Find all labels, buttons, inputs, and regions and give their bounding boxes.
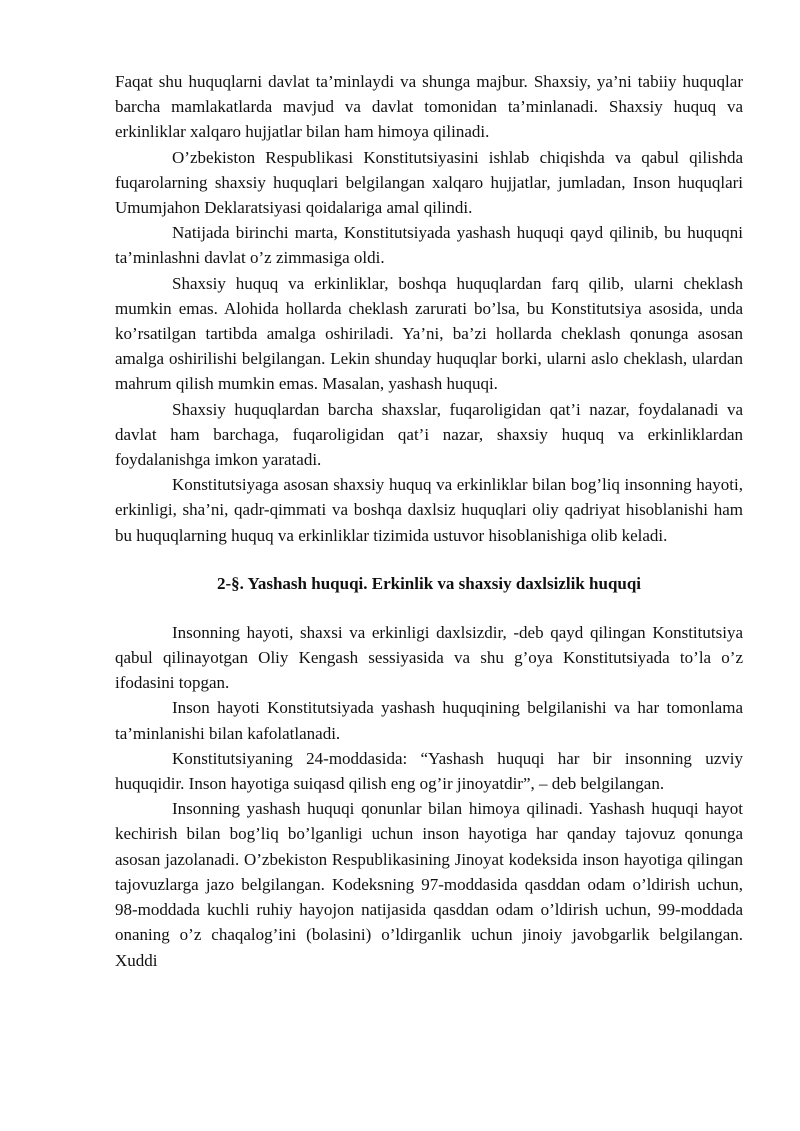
paragraph: O’zbekiston Respublikasi Konstitutsiyasini ishlab chiqishda va qabul qilishda fuqarolarning shaxsiy huquqlari belgilangan xalqaro hujjatlar, jumladan, Inson huquqlari Umumjahon Deklaratsiyasi qoidalariga amal qilindi. [115,147,743,218]
paragraph: Konstitutsiyaning 24-moddasida: “Yashash huquqi har bir insonning uzviy huquqidir. Inson hayotiga suiqasd qilish eng og’ir jinoyatdir”, – deb belgilangan. [115,748,743,794]
paragraph: Shaxsiy huquqlardan barcha shaxslar, fuqaroligidan qat’i nazar, foydalanadi va davlat ham barchaga, fuqaroligidan qat’i nazar, shaxsiy huquq va erkinliklardan foydalanishga imkon yaratadi. [115,399,743,470]
paragraph: Inson hayoti Konstitutsiyada yashash huquqining belgilanishi va har tomonlama ta’minlanishi bilan kafolatlanadi. [115,698,743,743]
paragraph: Natijada birinchi marta, Konstitutsiyada yashash huquqi qayd qilinib, bu huquqni ta’minlashni davlat o’z zimmasiga oldi. [115,223,743,268]
paragraph: Shaxsiy huquq va erkinliklar, boshqa huquqlardan farq qilib, ularni cheklash mumkin emas. Alohida hollarda cheklash zarurati bo’lsa, bu Konstitutsiya asosida, unda ko’rsatilgan tartibda amalga oshiriladi. Ya’ni, ba’zi hollarda cheklash qonunga asosan amalga oshirilishi belgilangan. Lekin shunday huquqlar borki, ularni aslo cheklash, ulardan mahrum qilish mumkin emas. Masalan, yashash huquqi. [115,273,743,394]
paragraph: Konstitutsiyaga asosan shaxsiy huquq va erkinliklar bilan bog’liq insonning hayoti, erkinligi, sha’ni, qadr-qimmati va boshqa daxlsiz huquqlari oliy qadriyat hisoblanishi ham bu huquqlarning huquq va erkinliklar tizimida ustuvor hisoblanishiga olib keladi. [115,475,743,545]
paragraph-continuation: Faqat shu huquqlarni davlat ta’minlaydi va shunga majbur. Shaxsiy, ya’ni tabiiy huquqlar barcha mamlakatlarda mavjud va davlat tomonidan ta’minlanadi. Shaxsiy huquq va erkinliklar xalqaro hujjatlar bilan ham himoya qilinadi. [115,72,743,142]
section-heading: 2-§. Yashash huquqi. Erkinlik va shaxsiy daxlsizlik huquqi [216,573,642,593]
paragraph: Insonning yashash huquqi qonunlar bilan himoya qilinadi. Yashash huquqi hayot kechirish bilan bog’liq bo’lganligi uchun inson hayotiga har qanday tajovuz qonunga asosan jazolanadi. O’zbekiston Respublikasining Jinoyat kodeksida inson hayotiga qilingan tajovuzlarga jazo belgilangan. Kodeksning 97-moddasida qasddan odam o’ldirish uchun, 98-moddada kuchli ruhiy hayojon natijasida qasddan odam o’ldirish uchun, 99-moddada onaning o’z chaqalog’ini (bolasini) o’ldirganlik uchun jinoiy javobgarlik belgilangan. Xuddi [115,799,743,970]
paragraph: Insonning hayoti, shaxsi va erkinligi daxlsizdir, -deb qayd qilingan Konstitutsiya qabul qilinayotgan Oliy Kengash sessiyasida va shu g’oya Konstitutsiyada to’la o’z ifodasini topgan. [115,622,743,693]
